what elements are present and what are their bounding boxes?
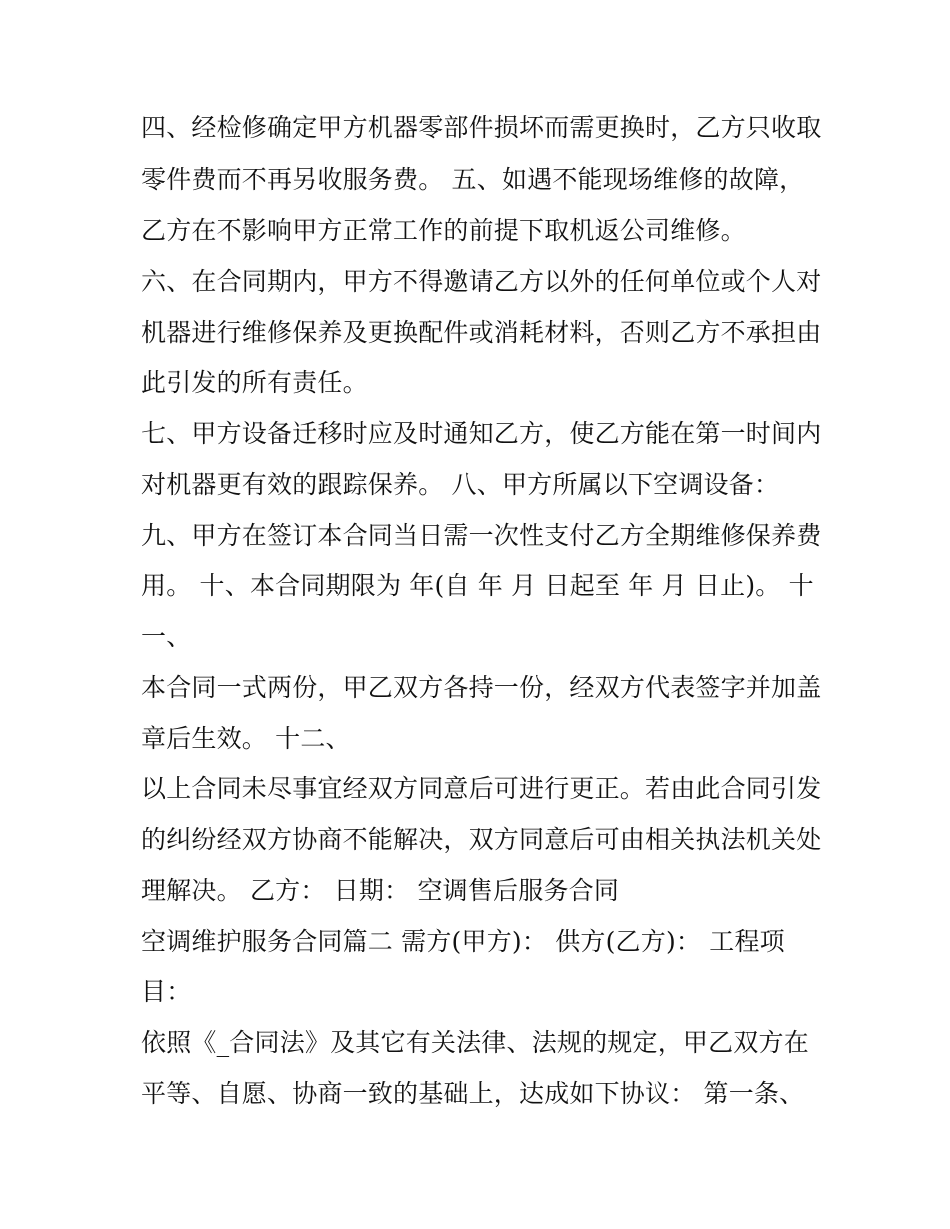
text-line: 机器进行维修保养及更换配件或消耗材料，否则乙方不承担由 xyxy=(141,318,822,347)
text-line: 以上合同未尽事宜经双方同意后可进行更正。若由此合同引发 xyxy=(141,774,822,803)
text-line: 依照《_合同法》及其它有关法律、法规的规定，甲乙双方在 xyxy=(141,1028,809,1057)
text-line: 七、甲方设备迁移时应及时通知乙方，使乙方能在第一时间内 xyxy=(141,419,822,448)
text-line: 此引发的所有责任。 xyxy=(141,368,368,397)
text-line: 理解决。 乙方： 日期： 空调售后服务合同 xyxy=(141,876,620,905)
text-line: 九、甲方在签订本合同当日需一次性支付乙方全期维修保养费 xyxy=(141,521,822,550)
text-line: 章后生效。 十二、 xyxy=(141,724,351,753)
text-line: 的纠纷经双方协商不能解决，双方同意后可由相关执法机关处 xyxy=(141,825,822,854)
text-line: 对机器更有效的跟踪保养。 八、甲方所属以下空调设备： xyxy=(141,470,780,499)
text-line: 空调维护服务合同篇二 需方(甲方)： 供方(乙方)： 工程项 xyxy=(141,927,785,956)
text-line: 六、在合同期内，甲方不得邀请乙方以外的任何单位或个人对 xyxy=(141,267,822,296)
text-line: 平等、自愿、协商一致的基础上，达成如下协议： 第一条、 xyxy=(141,1079,805,1108)
text-line: 零件费而不再另收服务费。 五、如遇不能现场维修的故障， xyxy=(141,165,805,194)
text-line: 四、经检修确定甲方机器零部件损坏而需更换时，乙方只收取 xyxy=(141,113,822,142)
text-line: 目： xyxy=(141,977,192,1006)
text-line: 本合同一式两份，甲乙双方各持一份，经双方代表签字并加盖 xyxy=(141,673,822,702)
text-line: 一、 xyxy=(141,622,192,651)
text-line: 乙方在不影响甲方正常工作的前提下取机返公司维修。 xyxy=(141,216,746,245)
text-line: 用。 十、本合同期限为 年(自 年 月 日起至 年 月 日止)。 十 xyxy=(141,571,814,600)
